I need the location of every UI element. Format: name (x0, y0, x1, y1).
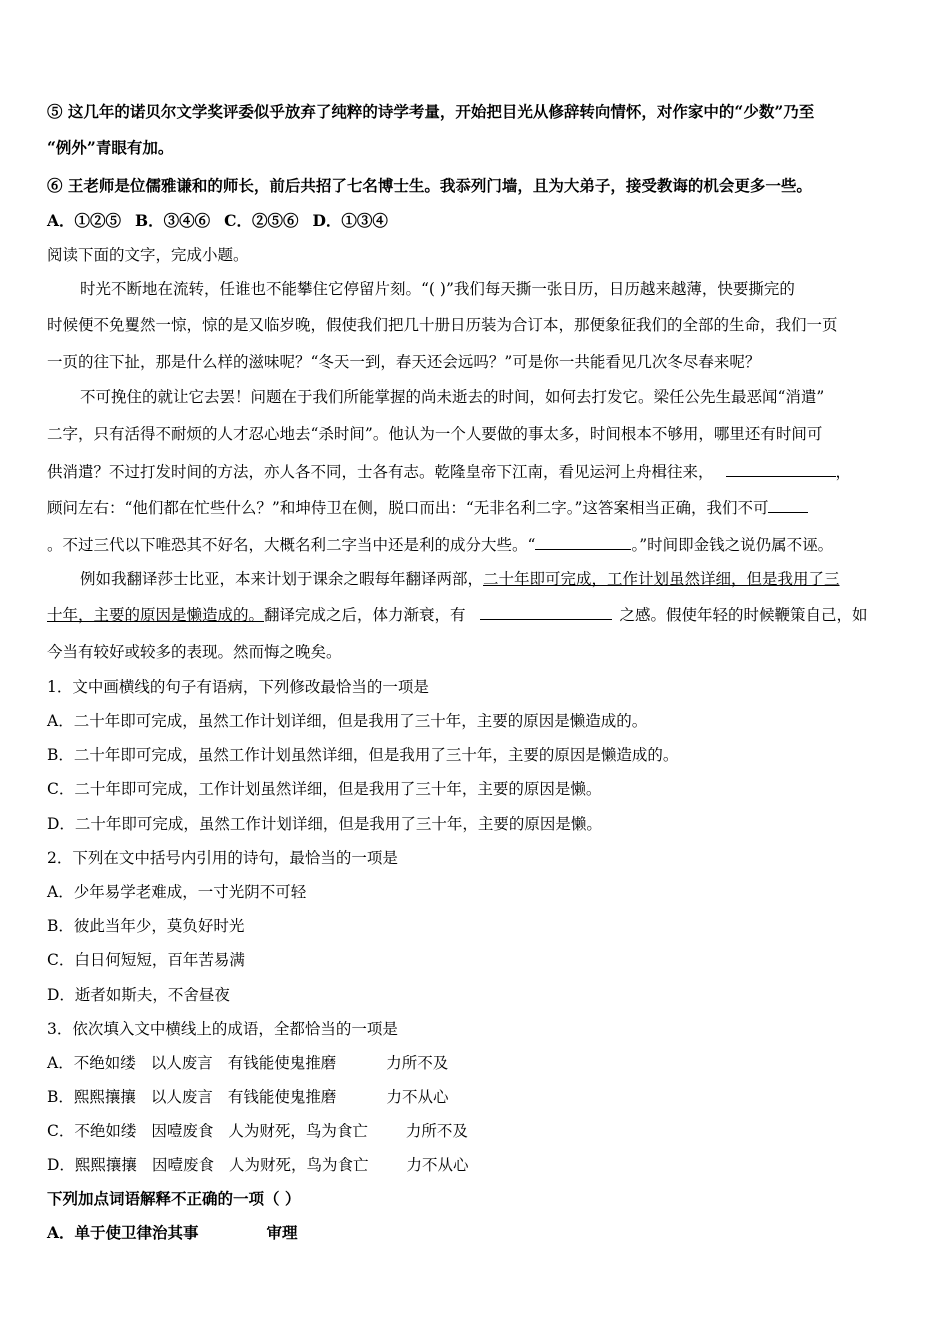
passage-p2-line-3-end: ， (835, 463, 852, 481)
q3-a-word-2: 以人废言 (150, 1054, 213, 1072)
q3-d-word-2: 因噎废食 (151, 1156, 214, 1174)
q2-option-a: A．少年易学老难成，一寸光阴不可轻 (47, 883, 307, 901)
q3-d-word-3: 人为财死，鸟为食亡 (228, 1156, 369, 1174)
next-question-stem: 下列加点词语解释不正确的一项（ ） (47, 1189, 301, 1208)
top-option-a: A．①②⑤ (47, 211, 122, 230)
q3-d-word-1: D．熙熙攘攘 (47, 1156, 137, 1174)
blank-3 (535, 535, 631, 550)
item-5-line-1: ⑤ 这几年的诺贝尔文学奖评委似乎放弃了纯粹的诗学考量，开始把目光从修辞转向情怀，对作家中的“少数”乃至 (47, 102, 815, 121)
passage-p2-line-3 (47, 462, 907, 482)
q2-option-b: B．彼此当年少，莫负好时光 (47, 917, 245, 935)
q3-option-b (47, 1087, 907, 1107)
q3-a-word-3: 有钱能使鬼推磨 (227, 1054, 337, 1072)
q3-b-word-1: B．熙熙攘攘 (47, 1088, 136, 1106)
blank-2 (768, 498, 808, 513)
q3-c-word-4: 力所不及 (405, 1122, 468, 1140)
top-option-d: D．①③④ (312, 211, 388, 230)
item-5-line-2: “例外”青眼有加。 (47, 138, 174, 157)
passage-p2-line-3-text: 供消遣？不过打发时间的方法，亦人各不同，士各有志。乾隆皇帝下江南，看见运河上舟楫往来， (47, 463, 714, 481)
q3-stem: 3．依次填入文中横线上的成语，全都恰当的一项是 (47, 1020, 398, 1038)
next-question-option-a-text: A．单于使卫律治其事 (47, 1223, 199, 1242)
passage-p1-line-3: 一页的往下扯，那是什么样的滋味呢？“冬天一到，春天还会远吗？”可是你一共能看见几次冬尽春来呢？ (47, 353, 761, 371)
q1-option-b: B．二十年即可完成，虽然工作计划虽然详细，但是我用了三十年，主要的原因是懒造成的。 (47, 746, 679, 764)
q3-a-word-1: A．不绝如缕 (47, 1054, 136, 1072)
q2-stem: 2．下列在文中括号内引用的诗句，最恰当的一项是 (47, 849, 398, 867)
next-question-option-a-meaning: 审理 (266, 1223, 298, 1242)
passage-p1-line-1: 时光不断地在流转，任谁也不能攀住它停留片刻。“( )”我们每天撕一张日历，日历越来越薄，快要撕完的 (80, 280, 795, 298)
q3-b-word-4: 力不从心 (386, 1088, 449, 1106)
passage-p3-line-2-c: 之感。假使年轻的时候鞭策自己，如 (619, 606, 868, 624)
passage-p3-line-1 (80, 569, 907, 589)
q1-option-a: A．二十年即可完成，虽然工作计划详细，但是我用了三十年，主要的原因是懒造成的。 (47, 712, 648, 730)
item-6: ⑥ 王老师是位儒雅谦和的师长，前后共招了七名博士生。我忝列门墙，且为大弟子，接受教诲的机会更多一些。 (47, 176, 812, 195)
q3-b-word-2: 以人废言 (150, 1088, 213, 1106)
passage-p2-line-4 (47, 498, 907, 518)
q3-option-c (47, 1121, 907, 1141)
q3-a-word-4: 力所不及 (386, 1054, 449, 1072)
passage-p3-line-1-a: 例如我翻译莎士比亚，本来计划于课余之暇每年翻译两部， (80, 570, 484, 588)
top-option-b: B．③④⑥ (135, 211, 211, 230)
q3-c-word-2: 因噎废食 (151, 1122, 214, 1140)
q1-option-d: D．二十年即可完成，虽然工作计划详细，但是我用了三十年，主要的原因是懒。 (47, 815, 602, 833)
passage-p1-line-2: 时候便不免矍然一惊，惊的是又临岁晚，假使我们把几十册日历装为合订本，那便象征我们的全部的生命，我们一页 (47, 316, 838, 334)
q3-option-d (47, 1155, 907, 1175)
passage-intro: 阅读下面的文字，完成小题。 (47, 246, 249, 264)
passage-p3-line-2 (47, 605, 907, 625)
q1-stem: 1．文中画横线的句子有语病，下列修改最恰当的一项是 (47, 678, 429, 696)
q3-option-a (47, 1053, 907, 1073)
q2-option-d: D．逝者如斯夫，不舍昼夜 (47, 986, 230, 1004)
passage-p2-line-5-a: 。不过三代以下唯恐其不好名，大概名利二字当中还是利的成分大些。“ (47, 536, 536, 554)
passage-p2-line-2: 二字，只有活得不耐烦的人才忍心地去“杀时间”。他认为一个人要做的事太多，时间根本不够用，哪里还有时间可 (47, 425, 823, 443)
passage-p2-line-1: 不可挽住的就让它去罢！问题在于我们所能掌握的尚未逝去的时间，如何去打发它。梁任公先生最恶闻“消遣” (80, 388, 825, 406)
q2-option-c: C．白日何短短，百年苦易满 (47, 951, 245, 969)
q1-option-c: C．二十年即可完成，工作计划虽然详细，但是我用了三十年，主要的原因是懒。 (47, 780, 602, 798)
blank-1 (726, 462, 836, 477)
passage-p3-line-2-b: 翻译完成之后，体力渐衰，有 (264, 606, 466, 624)
top-option-c: C．②⑤⑥ (224, 211, 299, 230)
blank-4 (480, 605, 612, 620)
next-question-option-a (47, 1223, 907, 1243)
top-options (47, 211, 907, 231)
q3-c-word-1: C．不绝如缕 (47, 1122, 137, 1140)
underlined-sentence-part-2: 十年，主要的原因是懒造成的。 (47, 606, 265, 624)
underlined-sentence-part-1: 二十年即可完成，工作计划虽然详细，但是我用了三 (483, 570, 840, 588)
q3-d-word-4: 力不从心 (406, 1156, 469, 1174)
q3-b-word-3: 有钱能使鬼推磨 (227, 1088, 337, 1106)
passage-p2-line-5 (47, 535, 907, 555)
q3-c-word-3: 人为财死，鸟为食亡 (228, 1122, 368, 1140)
passage-p2-line-4-text: 顾问左右：“他们都在忙些什么？”和坤侍卫在侧，脱口而出：“无非名利二字。”这答案相当正确，我们不可 (47, 499, 769, 517)
passage-p3-line-3: 今当有较好或较多的表现。然而悔之晚矣。 (47, 643, 342, 661)
passage-p2-line-5-b: 。”时间即金钱之说仍属不诬。 (631, 536, 834, 554)
